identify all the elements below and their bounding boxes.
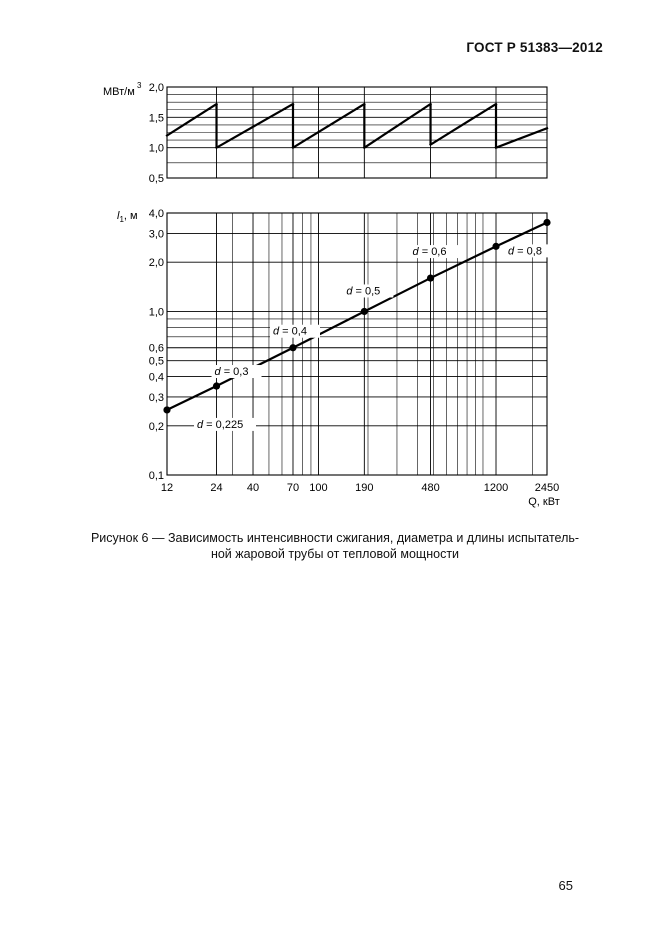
page-number: 65 <box>558 878 573 893</box>
annotation-label: d = 0,5 <box>346 285 381 298</box>
y-tick-label: 4,0 <box>148 208 164 220</box>
data-point <box>361 308 368 315</box>
y-tick-label: 1,0 <box>148 142 164 155</box>
annotation-label: d = 0,6 <box>412 246 447 259</box>
annotation-label: d = 0,225 <box>197 418 244 431</box>
data-point <box>289 344 296 351</box>
burn-intensity-chart <box>103 81 547 185</box>
data-point <box>427 274 434 281</box>
tube-length-chart <box>117 208 560 508</box>
data-point <box>213 382 220 389</box>
y-tick-label: 0,1 <box>148 470 164 482</box>
sawtooth-segment <box>496 128 547 147</box>
caption-line-2: ной жаровой трубы от тепловой мощности <box>210 547 460 561</box>
document-header: ГОСТ Р 51383—2012 <box>466 40 603 55</box>
x-tick-label: 70 <box>286 482 300 494</box>
y-tick-label: 3,0 <box>148 228 164 241</box>
sawtooth-segment <box>293 104 364 148</box>
x-tick-label: 2450 <box>534 482 560 494</box>
annotation-label: d = 0,4 <box>272 325 307 338</box>
annotation-label: d = 0,8 <box>508 245 542 258</box>
y-tick-label: 0,2 <box>148 420 164 433</box>
y-tick-label: 1,0 <box>148 306 164 319</box>
y-axis-label: $l_1$, м <box>117 210 138 224</box>
plot-frame <box>167 213 547 475</box>
y-tick-label: 0,5 <box>148 355 164 368</box>
x-tick-label: 480 <box>421 482 440 494</box>
x-tick-label: 100 <box>309 482 328 494</box>
x-tick-label: 12 <box>160 482 174 494</box>
x-tick-label: 190 <box>355 482 374 494</box>
data-point <box>492 243 499 250</box>
sawtooth-segment <box>431 104 496 145</box>
y-tick-label: 0,6 <box>148 342 164 355</box>
data-point <box>543 219 550 226</box>
y-axis-label-sup: 3 <box>137 81 142 90</box>
data-point <box>163 406 170 413</box>
y-tick-label: 2,0 <box>148 257 164 270</box>
y-tick-label: 0,5 <box>148 173 164 185</box>
caption-line-1: Рисунок 6 — Зависимость интенсивности сжигания, диаметра и длины испытатель- <box>90 531 580 545</box>
x-tick-label: 24 <box>210 482 223 494</box>
annotation-label: d = 0,3 <box>214 366 249 379</box>
sawtooth-segment <box>217 104 293 148</box>
figure-caption <box>40 530 630 562</box>
sawtooth-segment <box>364 104 430 148</box>
x-tick-label: 40 <box>246 482 260 494</box>
y-tick-label: 0,3 <box>148 391 164 404</box>
x-axis-label: Q, кВт <box>528 496 560 508</box>
series-line <box>167 222 547 409</box>
sawtooth-segment <box>167 104 217 136</box>
y-tick-label: 2,0 <box>148 82 164 94</box>
y-axis-label: МВт/м <box>103 86 135 98</box>
x-tick-label: 1200 <box>483 482 509 494</box>
y-tick-label: 1,5 <box>148 112 164 125</box>
y-tick-label: 0,4 <box>148 371 164 384</box>
